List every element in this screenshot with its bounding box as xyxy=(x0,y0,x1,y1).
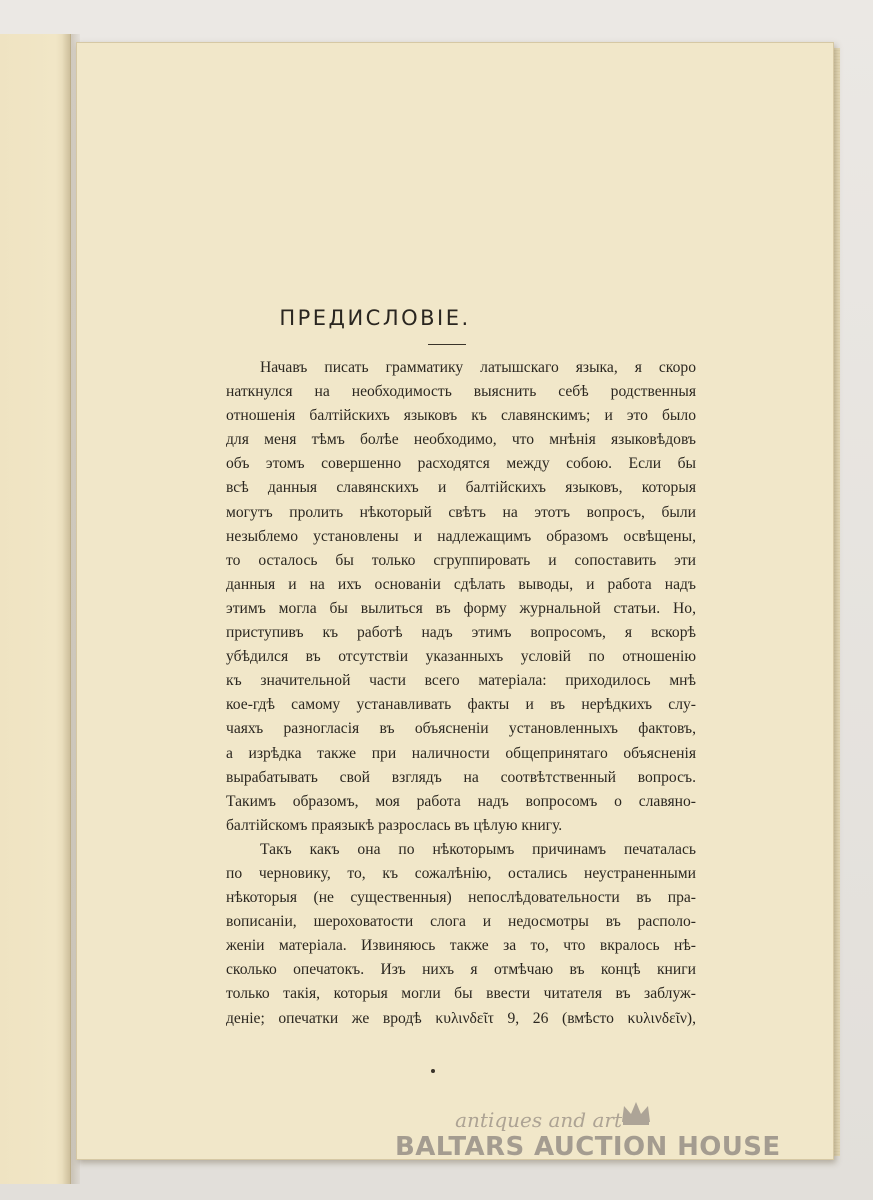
text-line: убѣдился въ отсутствіи указанныхъ условій по отношенію xyxy=(226,648,696,666)
text-line: Начавъ писать грамматику латышскаго языка, я скоро xyxy=(260,359,696,376)
text-line: деніе; опечатки же вродѣ κυλινδεῖτ 9, 26 (вмѣсто κυλινδεῖν), xyxy=(226,1009,696,1027)
text-line: приступивъ къ работѣ надъ этимъ вопросомъ, я вскорѣ xyxy=(226,624,696,642)
left-page-edge xyxy=(0,34,71,1184)
text-line: женіи матеріала. Извиняюсь также за то, что вкралось нѣ- xyxy=(226,937,696,955)
title-divider xyxy=(428,344,466,345)
text-line: Такъ какъ она по нѣкоторымъ причинамъ печаталась xyxy=(260,840,696,858)
text-line: нѣкоторыя (не существенныя) непослѣдовательности въ пра- xyxy=(226,889,696,907)
folio-dot xyxy=(431,1069,435,1073)
text-line: къ значительной части всего матеріала: приходилось мнѣ xyxy=(226,672,696,690)
watermark-tagline: antiques and art xyxy=(455,1108,622,1132)
preface-text xyxy=(226,356,696,1031)
text-line: а изрѣдка также при наличности общепринятаго объясненія xyxy=(226,744,696,762)
text-line: по черновику, то, къ сожалѣнію, остались неустраненными xyxy=(226,864,696,882)
text-line: кое-гдѣ самому устанавливать факты и въ нерѣдкихъ слу- xyxy=(226,696,696,714)
text-line: вописаніи, шероховатости слога и недосмотры въ располо- xyxy=(226,913,696,931)
text-line: Такимъ образомъ, моя работа надъ вопросомъ о славяно- xyxy=(226,792,696,810)
text-line: объ этомъ совершенно расходятся между собою. Если бы xyxy=(226,455,696,473)
text-line: отношенія балтійскихъ языковъ къ славянскимъ; и это было xyxy=(226,407,696,425)
text-line: только такія, которыя могли бы ввести читателя въ заблуж- xyxy=(226,985,696,1003)
text-line: сколько опечатокъ. Изъ нихъ я отмѣчаю въ концѣ книги xyxy=(226,961,696,979)
text-line: всѣ данныя славянскихъ и балтійскихъ языковъ, которыя xyxy=(226,479,696,497)
text-line: чаяхъ разногласія въ объясненіи установленныхъ фактовъ, xyxy=(226,720,696,738)
crown-icon xyxy=(620,1100,652,1126)
text-line: балтійскомъ праязыкѣ разрослась въ цѣлую книгу. xyxy=(226,816,563,834)
page-title: ПРЕДИСЛОВIЕ. xyxy=(279,306,471,330)
text-line: этимъ могла бы вылиться въ форму журнальной статьи. Но, xyxy=(226,599,696,617)
text-line: незыблемо установлены и надлежащимъ образомъ освѣщены, xyxy=(226,527,696,545)
text-line: для меня тѣмъ болѣе необходимо, что мнѣнія языковѣдовъ xyxy=(226,431,696,449)
text-line: то осталось бы только сгруппировать и сопоставить эти xyxy=(226,551,696,569)
text-line: вырабатывать свой взглядъ на соотвѣтственный вопросъ. xyxy=(226,768,696,786)
text-line: могутъ пролить нѣкоторый свѣтъ на этотъ вопросъ, были xyxy=(226,503,696,521)
text-line: наткнулся на необходимость выяснить себѣ родственныя xyxy=(226,383,696,401)
watermark-brand: BALTARS AUCTION HOUSE xyxy=(395,1132,781,1162)
text-line: данныя и на ихъ основаніи сдѣлать выводы, и работа надъ xyxy=(226,575,696,593)
